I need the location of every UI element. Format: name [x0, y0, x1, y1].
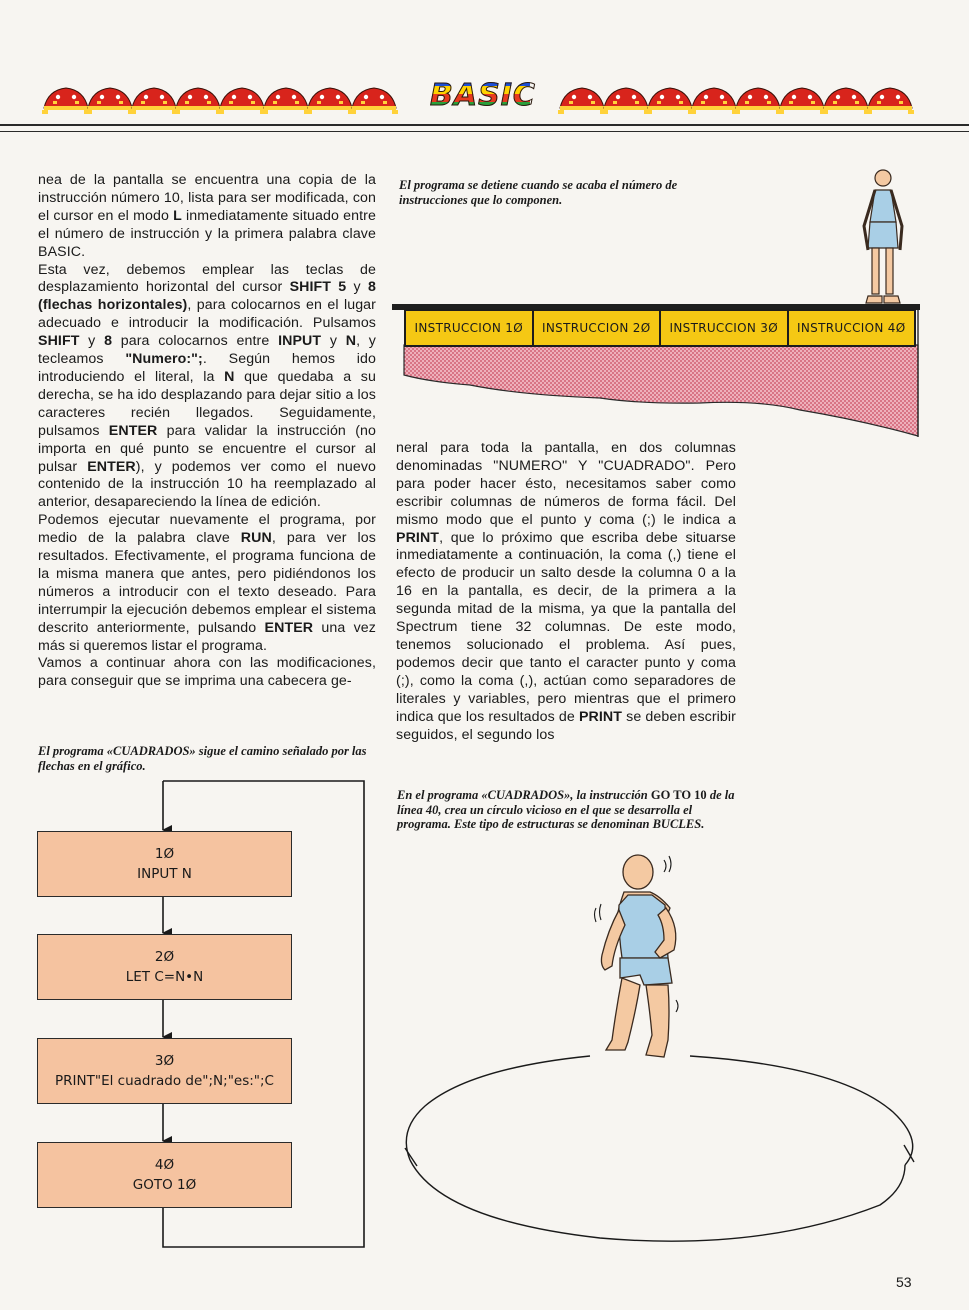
text-run: nea de la pantalla se encuentra una copia de la instrucción número 10, lista para ser modificada, con el cursor en el modo [38, 172, 376, 224]
caption-loop-goto: GO TO 10 [650, 788, 707, 802]
bold-run: 8 [104, 333, 113, 350]
bold-run: L [173, 207, 182, 224]
bold-run: SHIFT [38, 333, 80, 350]
basic-logo: BASIC [430, 78, 536, 113]
flowchart-line-number: 3Ø [154, 1053, 175, 1069]
flowchart-code: GOTO 1Ø [132, 1177, 197, 1193]
bold-run: N [345, 333, 357, 350]
page-number: 53 [896, 1274, 912, 1290]
flowchart-code: LET C=N•N [125, 969, 204, 985]
loop-ellipse-lower [410, 1160, 905, 1241]
text-run: y [346, 279, 368, 296]
text-run: que quedaba a su derecha, se ha ido desplazando para dejar sitio a los caracteres recién llegados. Seguidamente, pulsamos [38, 368, 376, 439]
text-run: y [79, 333, 105, 350]
text-run: inmediatamente situado entre el número de instrucción y la primera palabra clave BASIC. [38, 207, 376, 260]
text-run: , para colocarnos en el lugar adecuado e introducir la modificación. Pulsamos [38, 297, 376, 332]
instruction-cell: INSTRUCCION 3Ø [661, 311, 789, 345]
bold-run: PRINT [396, 529, 440, 546]
bold-run: ENTER [264, 619, 314, 636]
caption-loop-part: En el programa «CUADRADOS», la instrucción [397, 788, 651, 802]
running-man-icon [601, 855, 675, 1057]
flowchart-line-number: 2Ø [154, 949, 175, 965]
caption-program-stops: El programa se detiene cuando se acaba el número de instrucciones que lo componen. [399, 178, 678, 207]
flowchart-code: INPUT N [137, 866, 192, 882]
instruction-cell: INSTRUCCION 4Ø [797, 321, 906, 335]
flowchart-line-number: 4Ø [154, 1157, 175, 1173]
caption-loop-part: de la línea 40, crea un círculo vicioso en el que se desarrolla el programa. Este tipo de estructuras se denominan BUCLES. [397, 788, 735, 831]
text-run: para validar la instrucción (no importa en qué punto se encuentre el cursor al pulsar [38, 422, 376, 475]
text-run: , para ver los resultados. Efectivamente, el programa funciona de la misma manera que antes, pero pidiéndonos los números a introducir con el texto deseado. Para interrumpir la ejecución debemos emplear el sistema descrito anteriormente, pulsando [38, 530, 376, 636]
loop-ellipse-right [690, 1056, 913, 1165]
text-run: Esta vez, debemos emplear las teclas de desplazamiento horizontal del cursor [38, 261, 376, 296]
instruction-cell: INSTRUCCION 1Ø [406, 311, 534, 345]
loop-ellipse-upper [406, 1056, 590, 1160]
bold-run: ENTER [87, 458, 136, 475]
text-run: , y tecleamos [38, 333, 377, 368]
flowchart-line-number: 1Ø [154, 846, 175, 862]
text-run: neral para toda la pantalla, en dos columnas denominadas "NUMERO" Y "CUADRADO". Pero para poder hacer ésto, necesitamos saber como escribir columnas de números de forma fácil. Del mismo modo que el punto y coma (;) le indica a [396, 440, 736, 528]
bold-run: 8 (flechas horizontales) [38, 279, 376, 314]
text-run: para colocarnos entre [112, 333, 279, 350]
bold-run: INPUT [278, 333, 322, 350]
caption-flowchart: El programa «CUADRADOS» sigue el camino señalado por las flechas en el gráfico. [38, 744, 367, 773]
text-run: una vez más si queremos listar el programa. [38, 619, 376, 654]
text-run: y [321, 333, 346, 350]
bold-run: N [224, 368, 235, 385]
bold-run: SHIFT 5 [289, 279, 347, 296]
bold-run: ENTER [108, 422, 158, 439]
flowchart-code: PRINT"El cuadrado de";N;"es:";C [55, 1073, 274, 1089]
text-run: . Según hemos ido introduciendo el literal, la [38, 351, 376, 385]
instruction-cell: INSTRUCCION 2Ø [534, 311, 662, 345]
text-run: Vamos a continuar ahora con las modificaciones, para conseguir que se imprima una cabecera ge- [38, 655, 376, 690]
text-run: , que lo próximo que escriba debe situarse inmediatamente a continuación, la coma (,) tiene el efecto de producir un salto desde la columna 0 a la 16 en la pantalla, es decir, de la primera a la segunda mitad de la misma, ya que la pantalla del Spectrum tiene 32 columnas. De este modo, tenemos solucionado el problema. Así pues, podemos decir que tanto el caracter punto y coma (;), como la coma (,), actúan como separadores de literales y variables, pero mientras que el primero indica que los resultados de [396, 529, 736, 725]
bold-run: PRINT [578, 708, 623, 725]
bold-run: RUN [240, 530, 272, 547]
text-run: se deben escribir seguidos, el segundo los [396, 708, 736, 743]
text-run: ), y podemos ver como el nuevo contenido de la instrucción 10 ha reemplazado al anterior, desapareciendo la línea de edición. [38, 458, 376, 511]
bold-run: "Numero:"; [125, 351, 203, 368]
text-run: Podemos ejecutar nuevamente el programa, por medio de la palabra clave [38, 512, 376, 547]
